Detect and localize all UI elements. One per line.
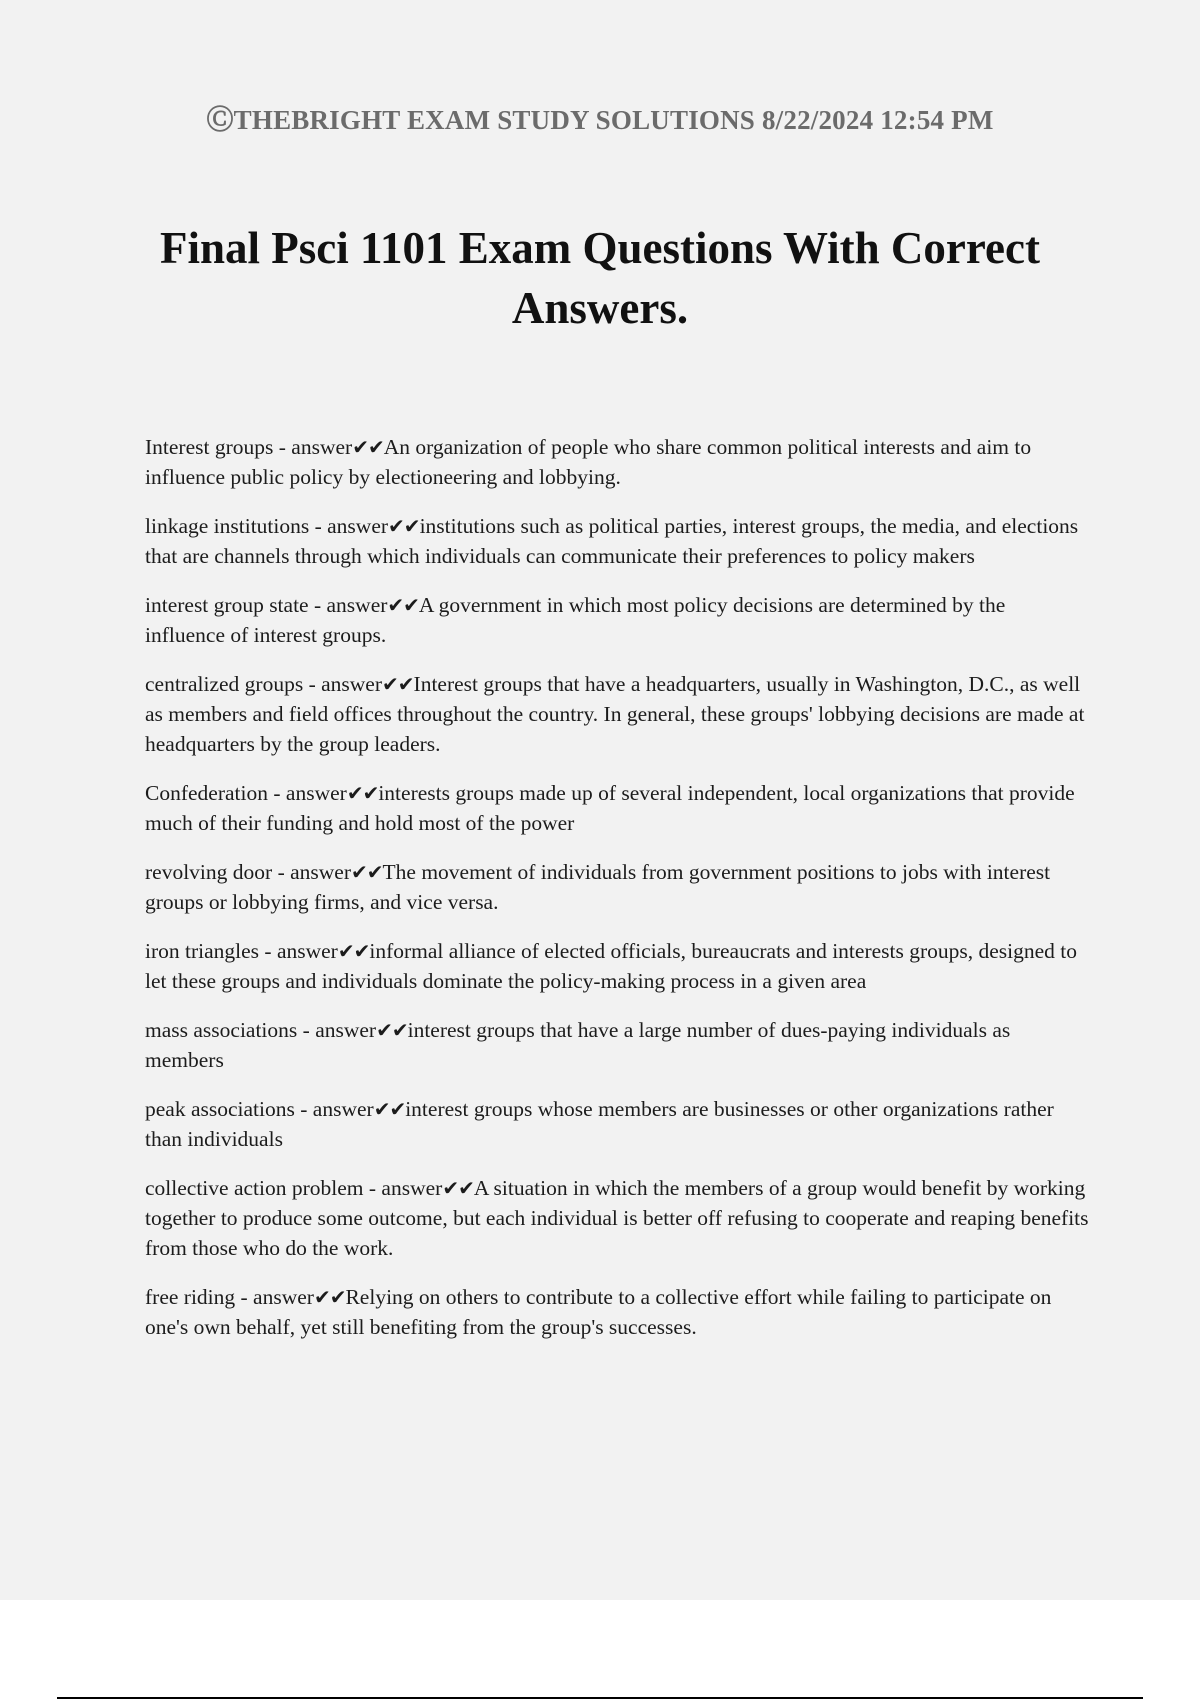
answer-separator: - answer: [273, 435, 353, 459]
document-title: Final Psci 1101 Exam Questions With Correct Answers.: [159, 223, 1040, 333]
qa-item: [145, 778, 1090, 838]
qa-definition: A government in which most policy decisions are determined by the influence of interest groups.: [145, 593, 1006, 647]
qa-term: mass associations: [145, 1018, 298, 1042]
answer-separator: - answer: [272, 860, 351, 884]
qa-definition: informal alliance of elected officials, bureaucrats and interests groups, designed to let these groups and individuals dominate the policy-making process in a given area: [145, 939, 1078, 993]
answer-separator: - answer: [308, 593, 388, 617]
check-marks-icon: ✔✔: [376, 1018, 408, 1042]
qa-definition: interests groups made up of several independent, local organizations that provide much of their funding and hold most of the power: [145, 781, 1075, 835]
check-marks-icon: ✔✔: [388, 514, 420, 538]
qa-definition: An organization of people who share common political interests and aim to influence public policy by electioneering and lobbying.: [145, 435, 1032, 489]
answer-separator: - answer: [297, 1018, 377, 1042]
qa-term: iron triangles: [145, 939, 260, 963]
qa-item: [145, 936, 1090, 996]
qa-term: revolving door: [145, 860, 273, 884]
answer-separator: - answer: [363, 1176, 443, 1200]
qa-definition: Relying on others to contribute to a collective effort while failing to participate on one's own behalf, yet still benefiting from the group's successes.: [145, 1285, 1052, 1339]
qa-list: [145, 432, 1090, 1361]
qa-term: collective action problem: [145, 1176, 364, 1200]
answer-separator: - answer: [259, 939, 338, 963]
qa-term: interest group state: [145, 593, 309, 617]
answer-separator: - answer: [303, 672, 383, 696]
qa-definition: interest groups that have a large number of dues-paying individuals as members: [145, 1018, 1011, 1072]
qa-item: [145, 857, 1090, 917]
check-marks-icon: ✔✔: [313, 1285, 346, 1309]
answer-separator: - answer: [268, 781, 347, 805]
answer-separator: - answer: [235, 1285, 314, 1309]
check-marks-icon: ✔✔: [346, 781, 379, 805]
qa-term: linkage institutions: [145, 514, 310, 538]
qa-item: [145, 1094, 1090, 1154]
answer-separator: - answer: [309, 514, 389, 538]
qa-term: Confederation: [145, 781, 268, 805]
qa-definition: institutions such as political parties, interest groups, the media, and elections that are channels through which individuals can communicate their preferences to policy makers: [145, 514, 1079, 568]
qa-item: [145, 1015, 1090, 1075]
qa-term: centralized groups: [145, 672, 304, 696]
check-marks-icon: ✔✔: [337, 939, 370, 963]
qa-item: [145, 432, 1090, 492]
qa-term: free riding: [145, 1285, 236, 1309]
qa-item: [145, 1282, 1090, 1342]
watermark-header: ⒸTHEBRIGHT EXAM STUDY SOLUTIONS 8/22/2024 12:54 PM: [206, 105, 994, 135]
check-marks-icon: ✔✔: [351, 860, 383, 884]
check-marks-icon: ✔✔: [387, 593, 419, 617]
qa-definition: A situation in which the members of a group would benefit by working together to produce some outcome, but each individual is better off refusing to cooperate and reaping benefits from those who do the work.: [145, 1176, 1089, 1260]
qa-term: Interest groups: [145, 435, 274, 459]
check-marks-icon: ✔✔: [382, 672, 414, 696]
check-marks-icon: ✔✔: [442, 1176, 474, 1200]
check-marks-icon: ✔✔: [352, 435, 384, 459]
check-marks-icon: ✔✔: [373, 1097, 406, 1121]
qa-item: [145, 1173, 1090, 1263]
qa-definition: The movement of individuals from government positions to jobs with interest groups or lobbying firms, and vice versa.: [145, 860, 1051, 914]
qa-term: peak associations: [145, 1097, 295, 1121]
qa-definition: Interest groups that have a headquarters, usually in Washington, D.C., as well as members and field offices throughout the country. In general, these groups' lobbying decisions are made at headquarters by the group leaders.: [145, 672, 1085, 756]
qa-item: [145, 669, 1090, 759]
footer-divider: [57, 1697, 1143, 1699]
qa-item: [145, 511, 1090, 571]
qa-definition: interest groups whose members are businesses or other organizations rather than individuals: [145, 1097, 1054, 1151]
qa-item: [145, 590, 1090, 650]
answer-separator: - answer: [294, 1097, 374, 1121]
